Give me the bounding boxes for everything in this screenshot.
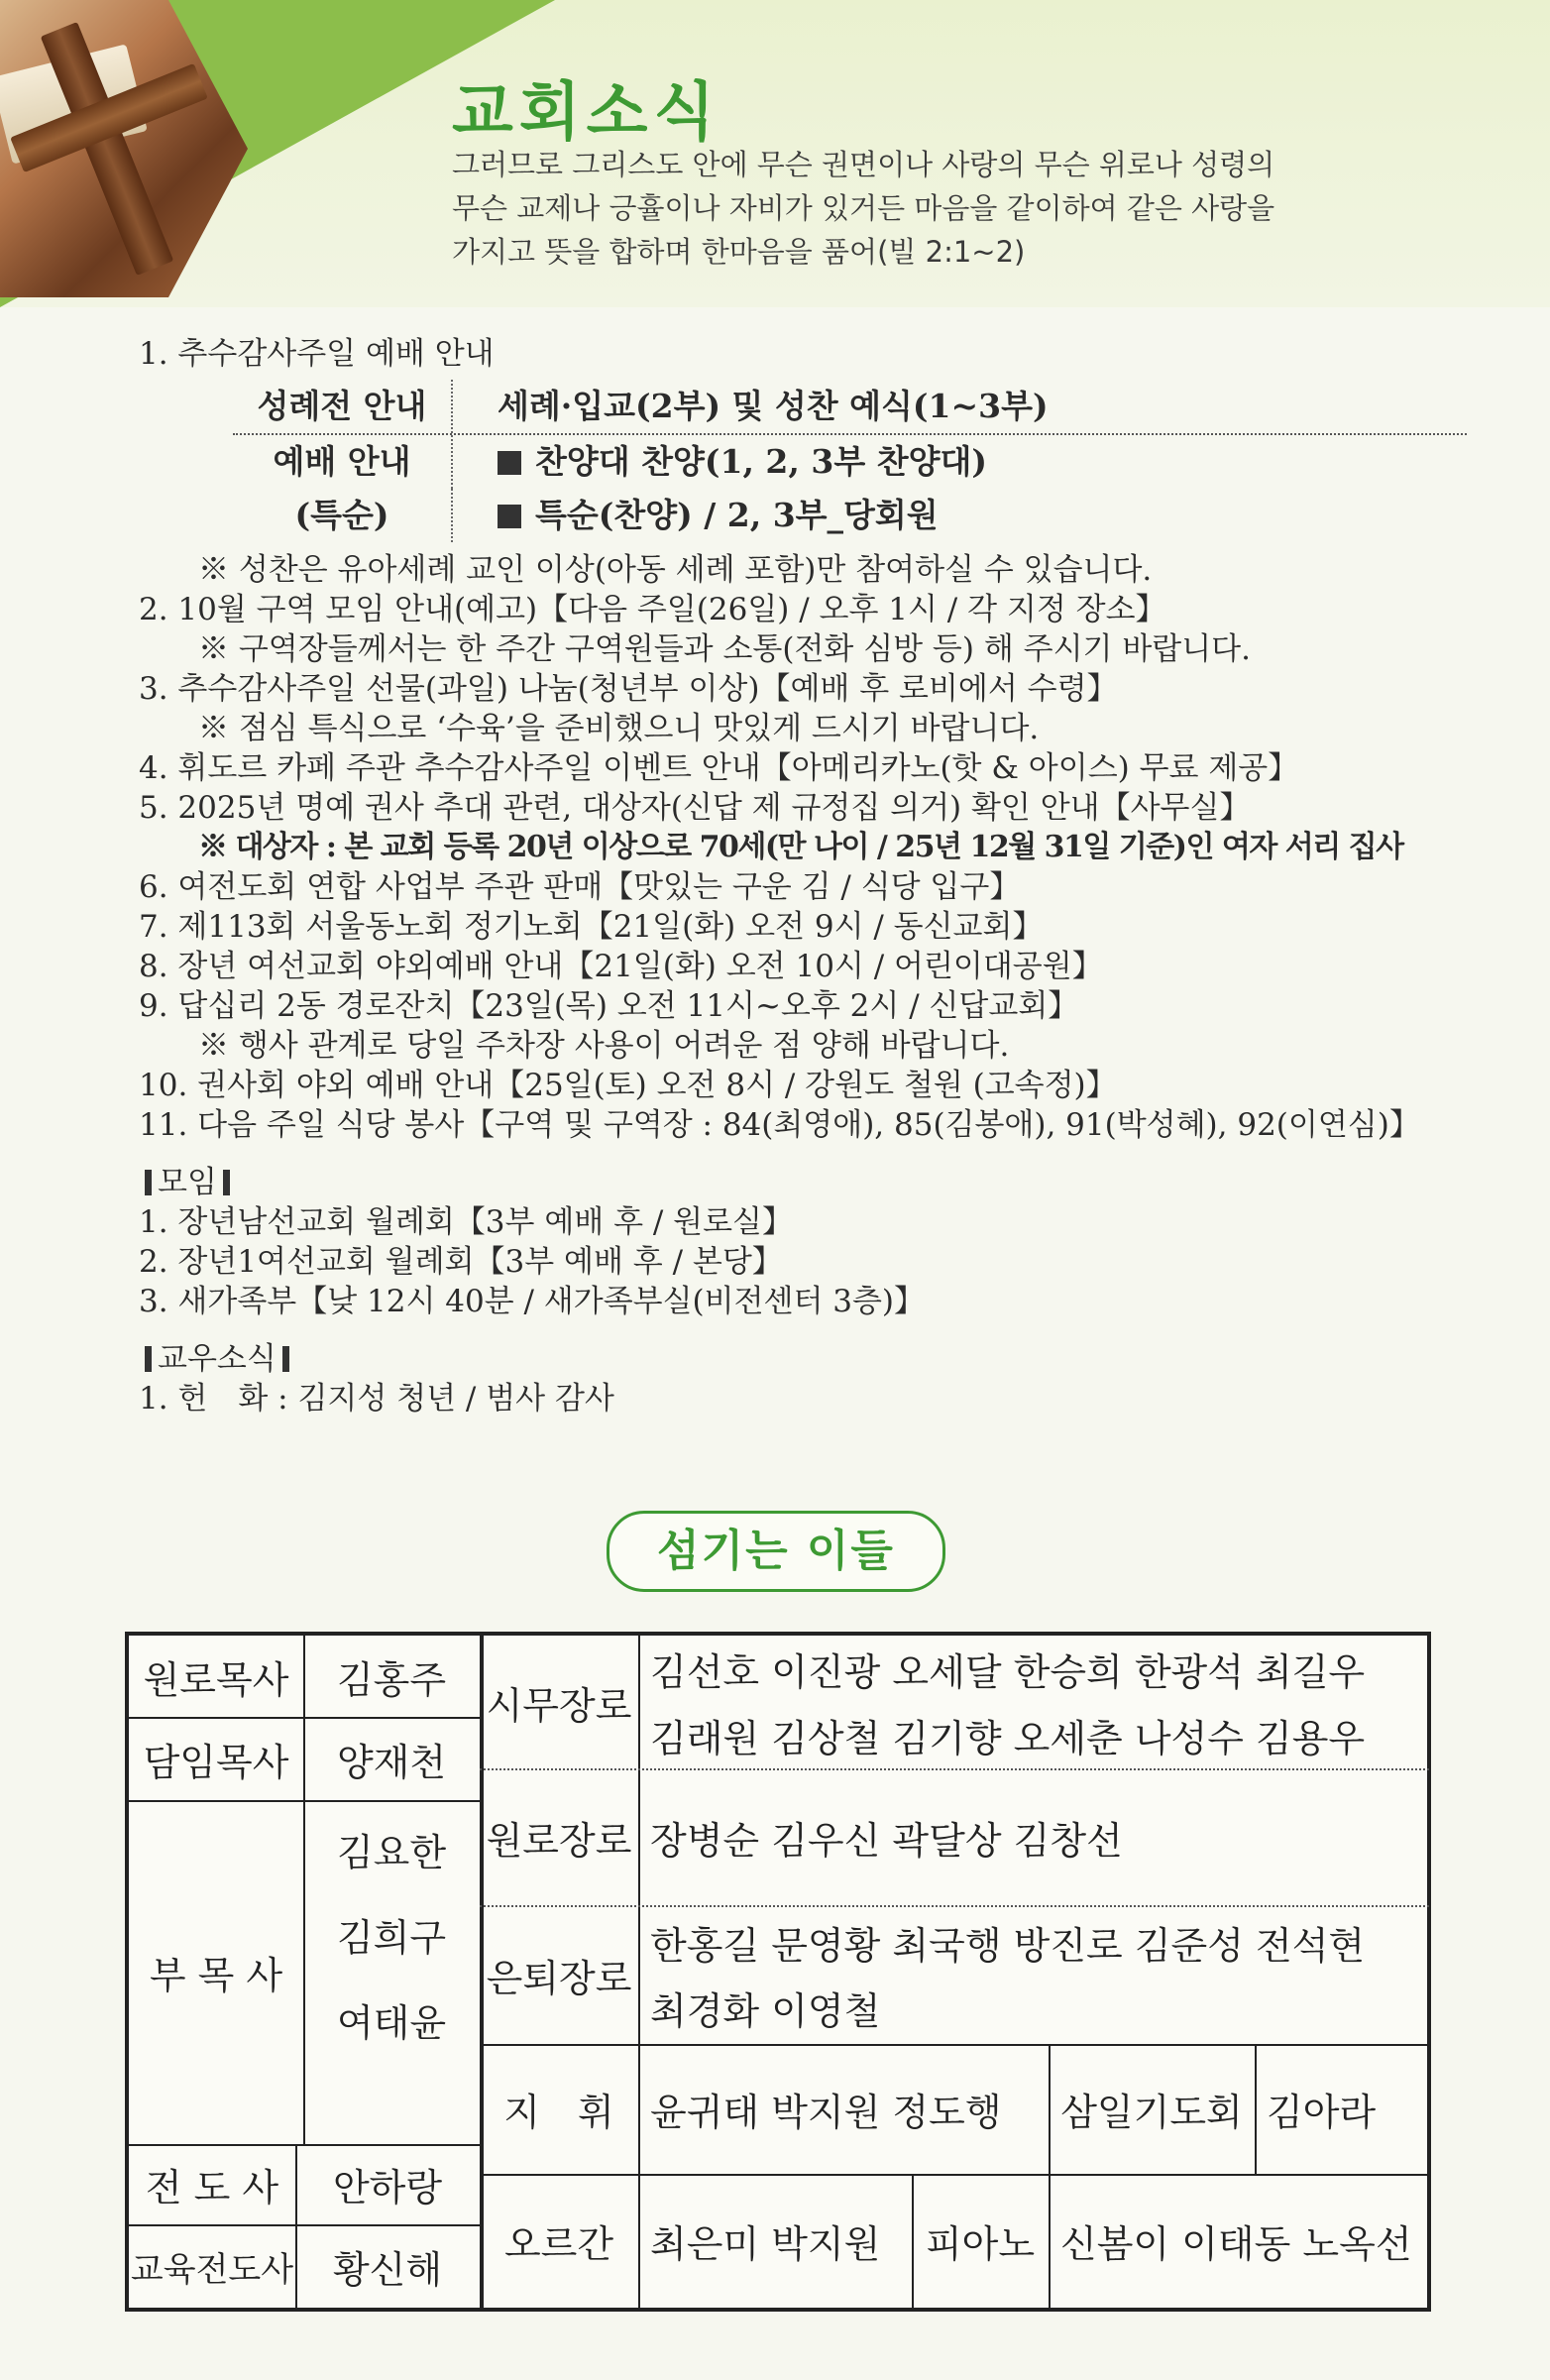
education-evangelist-name: 황신해 [332,2247,443,2292]
notice-note: ※ 점심 특식으로 ‘수육’을 준비했으니 맛있게 드시기 바랍니다. [198,711,1040,746]
notice-item: 8. 장년 여선교회 야외예배 안내【21일(화) 오전 10시 / 어린이대공원】 [139,949,1103,984]
sacrament-label: (특순) [233,489,453,542]
meeting-item: 3. 새가족부【낮 12시 40분 / 새가족부실(비전센터 3층)】 [139,1284,926,1319]
notice-note: ※ 대상자 : 본 교회 등록 20년 이상으로 70세(만 나이 / 25년 12월 31일 기준)인 여자 서리 집사 [198,830,1403,864]
bar-icon [223,1170,230,1195]
header-banner [0,0,1550,307]
square-bullet-icon [498,505,521,528]
verse-line: 무슨 교제나 긍휼이나 자비가 있거든 마음을 같이하여 같은 사랑을 [452,191,1275,225]
meeting-item: 2. 장년1여선교회 월례회【3부 예배 후 / 본당】 [139,1244,783,1280]
meeting-item: 1. 장년남선교회 월례회【3부 예배 후 / 원로실】 [139,1204,794,1240]
section-heading-text: 모임 [158,1165,217,1200]
active-elders-names: 김선호 이진광 오세달 한승희 한광석 최길우 [650,1650,1366,1694]
sacrament-value-text: 특순(찬양) / 2, 3부_당회원 [535,496,939,534]
member-news-item: 1. 헌 화 : 김지성 청년 / 범사 감사 [139,1381,614,1417]
bar-icon [145,1346,152,1372]
notice-item: 5. 2025년 명예 권사 추대 관련, 대상자(신답 제 규정집 의거) 확인 안내【사무실】 [139,790,1251,826]
servants-table [125,1632,1431,2312]
sacrament-value [453,435,987,489]
sacrament-value-text: 찬양대 찬양(1, 2, 3부 찬양대) [535,442,987,481]
emeritus-elders-names: 장병순 김우신 곽달상 김창선 [650,1818,1123,1863]
sacrament-label: 성례전 안내 [233,380,453,433]
notice-note: ※ 구역장들께서는 한 주간 구역원들과 소통(전화 심방 등) 해 주시기 바랍니다. [198,631,1251,667]
pianist-names: 신봄이 이태동 노옥선 [1060,2222,1412,2266]
bar-icon [282,1346,289,1372]
conductor-label: 지 휘 [503,2091,614,2134]
associate-pastor-name: 여태윤 [336,2000,447,2045]
conductor-names: 윤귀태 박지원 정도행 [650,2091,1002,2134]
retired-elders-label: 은퇴장로 [486,1956,632,2000]
church-notices [139,334,1447,1418]
notice-item: 6. 여전도회 연합 사업부 주관 판매【맛있는 구운 김 / 식당 입구】 [139,869,1021,905]
emeritus-pastor-name: 김홍주 [336,1657,447,1702]
evangelist-label: 전 도 사 [145,2166,279,2210]
page-title: 교회소식 [452,76,721,150]
emeritus-pastor-label: 원로목사 [143,1657,289,1702]
sacrament-row [233,380,1467,435]
sacrament-value: 세례·입교(2부) 및 성찬 예식(1~3부) [498,387,1049,425]
associate-pastor-label: 부 목 사 [149,1954,283,1997]
sacrament-value [453,489,939,542]
associate-pastor-name: 김희구 [336,1915,447,1960]
notice-item: 11. 다음 주일 식당 봉사【구역 및 구역장 : 84(최영애), 85(김봉애), 91(박성혜), 92(이연심)】 [139,1107,1420,1143]
notice-item: 7. 제113회 서울동노회 정기노회【21일(화) 오전 9시 / 동신교회】 [139,909,1044,945]
notice-note: ※ 성찬은 유아세례 교인 이상(아동 세례 포함)만 참여하실 수 있습니다. [198,552,1153,588]
notice-item: 1. 추수감사주일 예배 안내 [139,336,495,372]
square-bullet-icon [498,451,521,475]
senior-pastor-label: 담임목사 [143,1740,289,1784]
organ-label: 오르간 [503,2222,614,2266]
verse-line: 가지고 뜻을 합하며 한마음을 품어(빌 2:1~2) [452,235,1026,269]
active-elders-names: 김래원 김상철 김기향 오세춘 나성수 김용우 [650,1717,1366,1760]
servants-title: 섬기는 이들 [607,1511,945,1592]
associate-pastor-name: 김요한 [336,1830,447,1874]
senior-pastor-name: 양재천 [336,1740,447,1784]
sacrament-label: 예배 안내 [233,435,453,489]
piano-label: 피아노 [925,2222,1036,2266]
notice-item: 3. 추수감사주일 선물(과일) 나눔(청년부 이상)【예배 후 로비에서 수령】 [139,671,1118,707]
notice-item: 2. 10월 구역 모임 안내(예고)【다음 주일(26일) / 오후 1시 / 각 지정 장소】 [139,592,1166,627]
retired-elders-names: 최경화 이영철 [650,1988,881,2033]
bar-icon [145,1170,152,1195]
sacrament-table [233,380,1467,542]
sacrament-row [233,489,1467,542]
sacrament-row [233,435,1467,489]
emeritus-elders-label: 원로장로 [486,1818,632,1863]
notice-item: 4. 휘도르 카페 주관 추수감사주일 이벤트 안내【아메리카노(핫 & 아이스) 무료 제공】 [139,750,1299,786]
organist-names: 최은미 박지원 [650,2222,881,2266]
section-heading-text: 교우소식 [158,1341,277,1377]
wednesday-prayer-name: 김아라 [1267,2091,1377,2134]
section-heading-meetings [139,1163,1447,1202]
retired-elders-names: 한홍길 문영황 최국행 방진로 김준성 전석현 [650,1923,1366,1968]
wednesday-prayer-label: 삼일기도회 [1060,2091,1243,2134]
notice-note: ※ 행사 관계로 당일 주차장 사용이 어려운 점 양해 바랍니다. [198,1028,1010,1064]
evangelist-name: 안하랑 [332,2166,443,2210]
active-elders-label: 시무장로 [486,1683,632,1728]
scripture-verse [452,143,1443,274]
verse-line: 그러므로 그리스도 안에 무슨 권면이나 사랑의 무슨 위로나 성령의 [452,148,1275,181]
section-heading-member-news [139,1339,1447,1379]
notice-item: 10. 권사회 야외 예배 안내【25일(토) 오전 8시 / 강원도 철원 (고속정)】 [139,1068,1117,1103]
education-evangelist-label: 교육전도사 [130,2249,294,2290]
notice-item: 9. 답십리 2동 경로잔치【23일(목) 오전 11시~오후 2시 / 신답교회】 [139,988,1079,1024]
